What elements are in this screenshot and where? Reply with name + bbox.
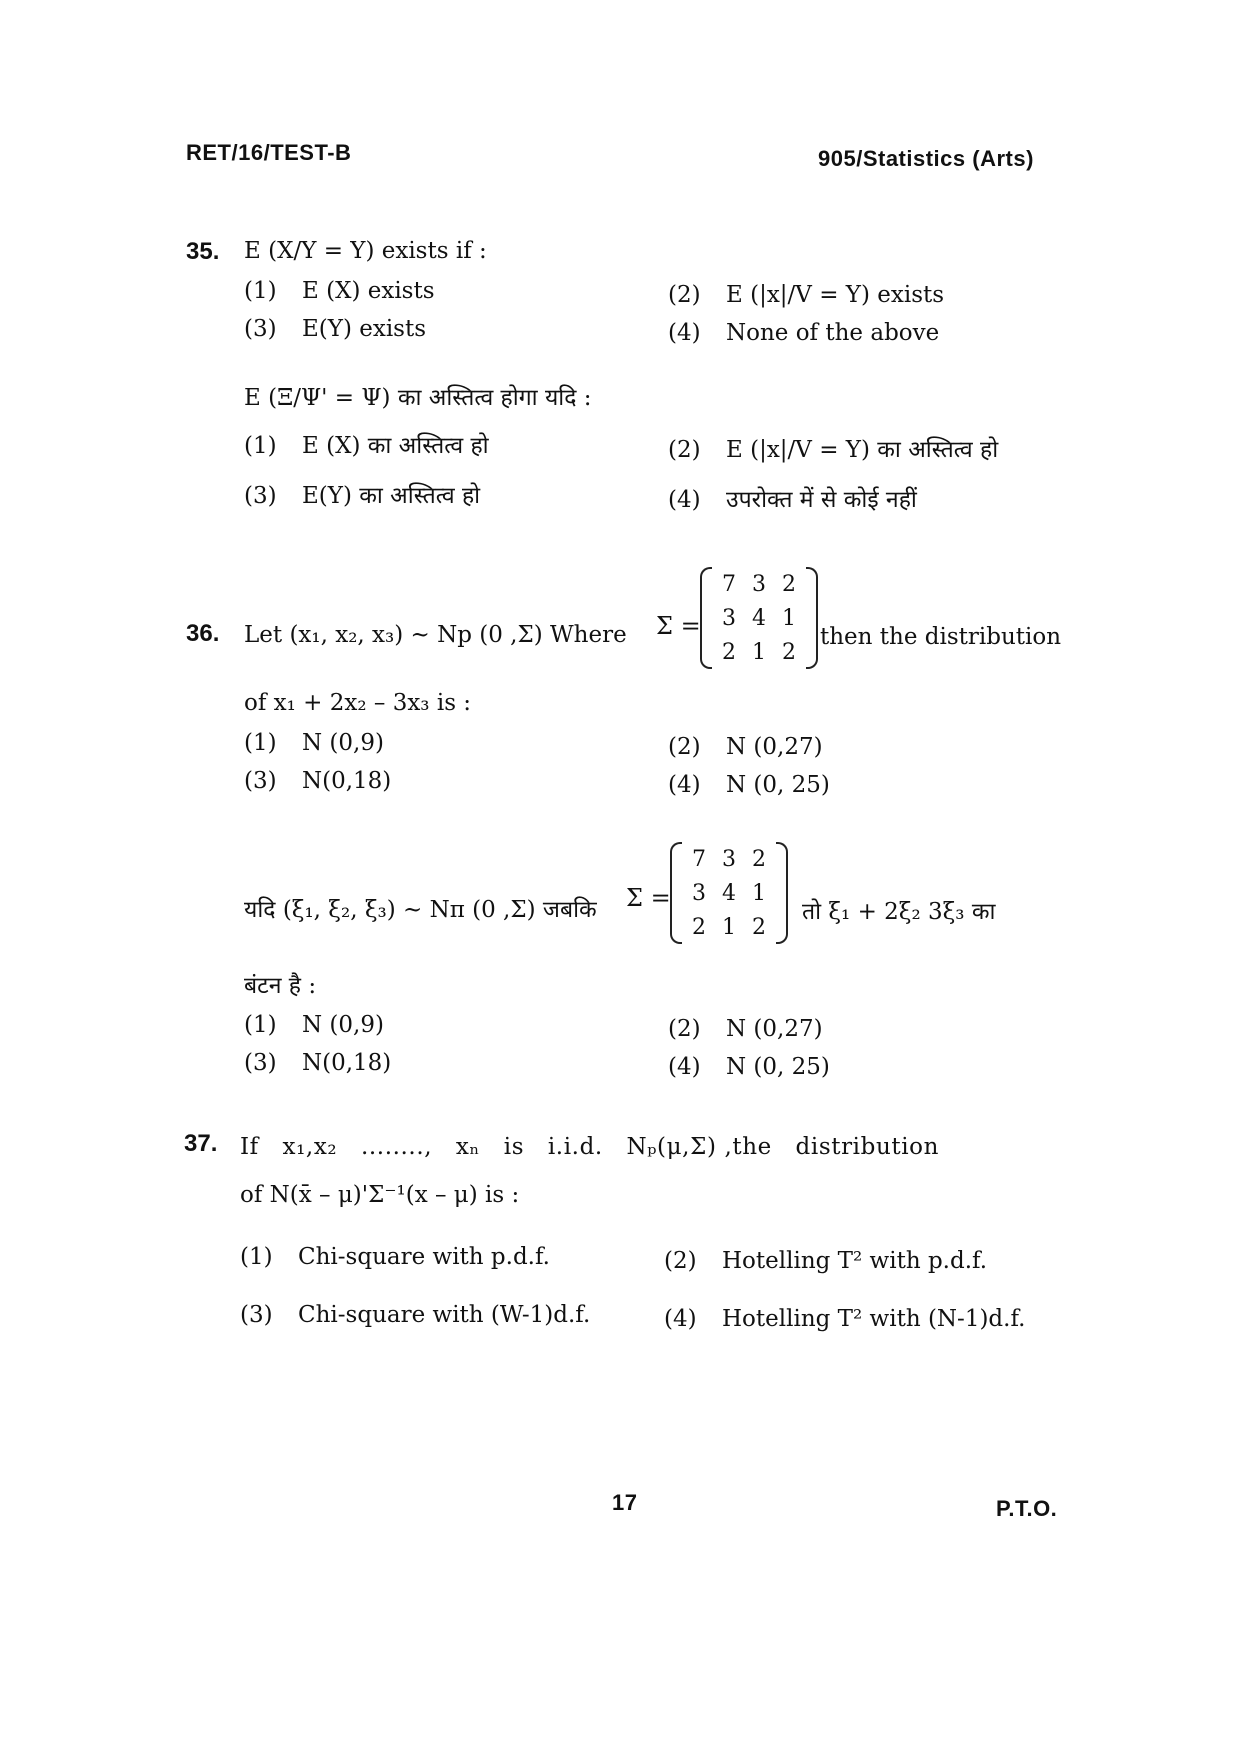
question-text: Let (x₁, x₂, x₃) ~ Np (0 ,Σ) Where [244,622,627,648]
matrix-cell: 2 [722,639,736,665]
option-text: N (0,27) [726,1016,823,1042]
option-item [244,768,391,794]
matrix-cell: 3 [722,846,736,872]
option-number: (1) [244,278,277,304]
option-number: (3) [244,768,277,794]
option-number: (3) [240,1302,273,1328]
option-item-hindi [244,1012,384,1038]
matrix-cell: 4 [752,605,766,631]
option-text: Chi-square with p.d.f. [298,1244,550,1270]
sigma-label: Σ = [656,612,701,640]
option-text: E(Y) exists [302,316,427,342]
option-text: E (|x|/V = Y) का अस्तित्व हो [726,437,999,463]
option-item [668,282,944,308]
option-text: E (X) exists [302,278,435,304]
header-right: 905/Statistics (Arts) [818,146,1034,171]
option-item [244,316,426,342]
matrix-cell: 7 [692,846,706,872]
option-item [668,772,830,798]
matrix-cell: 3 [722,605,736,631]
option-text: N (0,9) [302,1012,384,1038]
covariance-matrix-hindi [670,842,788,944]
option-number: (1) [240,1244,273,1270]
matrix-cell: 2 [782,571,796,597]
option-item-hindi [244,428,489,460]
option-number: (1) [244,1012,277,1038]
option-item [244,730,384,756]
question-number: 36. [186,620,220,647]
question-text-line2: of x₁ + 2x₂ – 3x₃ is : [244,690,472,716]
option-number: (4) [668,487,701,513]
matrix-cell: 2 [752,914,766,940]
matrix-cell: 3 [692,880,706,906]
option-number: (3) [244,1050,277,1076]
option-text: N (0, 25) [726,1054,830,1080]
option-item [668,734,823,760]
header-left: RET/16/TEST-B [186,140,352,165]
option-text: N (0,27) [726,734,823,760]
matrix-cell: 1 [752,639,766,665]
option-number: (3) [244,316,277,342]
option-text: N(0,18) [302,1050,392,1076]
option-item [664,1248,987,1274]
question-text-hindi: E (Ξ/Ψ' = Ψ) का अस्तित्व होगा यदि : [244,385,592,411]
option-text: E (|x|/V = Y) exists [726,282,945,308]
matrix-cell: 1 [752,880,766,906]
option-text: N(0,18) [302,768,392,794]
option-text: Hotelling T² with (N-1)d.f. [722,1306,1026,1332]
option-number: (2) [668,282,701,308]
question-text: If x₁,x₂ ........, xₙ is i.i.d. Nₚ(μ,Σ) ,the distribution [240,1134,940,1160]
option-item [240,1302,590,1328]
option-number: (2) [668,1016,701,1042]
covariance-matrix [700,567,818,669]
page-number: 17 [612,1490,638,1515]
option-item [240,1244,550,1270]
option-item-hindi [668,1016,823,1042]
option-item [664,1306,1025,1332]
option-number: (4) [668,1054,701,1080]
option-item-hindi [244,478,480,510]
question-text-line2: of N(x̄ – μ)'Σ⁻¹(x – μ) is : [240,1182,520,1208]
option-number: (2) [668,437,701,463]
option-text: N (0,9) [302,730,384,756]
option-item [668,320,939,346]
option-number: (1) [244,433,277,459]
option-item [244,278,435,304]
option-number: (1) [244,730,277,756]
matrix-cell: 1 [782,605,796,631]
option-text: E (X) का अस्तित्व हो [302,433,489,459]
question-text-cont: then the distribution [820,624,1062,650]
option-text: उपरोक्त में से कोई नहीं [726,487,917,513]
option-text: None of the above [726,320,940,346]
option-number: (4) [668,772,701,798]
matrix-cell: 2 [782,639,796,665]
option-item-hindi [668,432,998,464]
question-number: 37. [184,1130,218,1157]
matrix-cell: 4 [722,880,736,906]
option-number: (3) [244,483,277,509]
matrix-cell: 2 [752,846,766,872]
option-number: (4) [668,320,701,346]
matrix-cell: 2 [692,914,706,940]
pto-label: P.T.O. [996,1496,1058,1521]
option-item-hindi [244,1050,391,1076]
question-text-hindi-line2: बंटन है : [244,973,317,999]
question-text-hindi: यदि (ξ₁, ξ₂, ξ₃) ~ Nπ (0 ,Σ) जबकि [244,897,597,923]
question-text: E (X/Y = Y) exists if : [244,238,487,264]
option-number: (2) [668,734,701,760]
sigma-label-hindi: Σ = [626,884,671,912]
option-number: (4) [664,1306,697,1332]
option-text: E(Y) का अस्तित्व हो [302,483,481,509]
matrix-cell: 3 [752,571,766,597]
matrix-cell: 1 [722,914,736,940]
question-number: 35. [186,238,220,265]
option-text: Chi-square with (W-1)d.f. [298,1302,591,1328]
question-text-hindi-cont: तो ξ₁ + 2ξ₂ 3ξ₃ का [802,899,996,925]
matrix-cell: 7 [722,571,736,597]
option-item-hindi [668,482,917,514]
option-item-hindi [668,1054,830,1080]
option-text: Hotelling T² with p.d.f. [722,1248,988,1274]
option-number: (2) [664,1248,697,1274]
option-text: N (0, 25) [726,772,830,798]
